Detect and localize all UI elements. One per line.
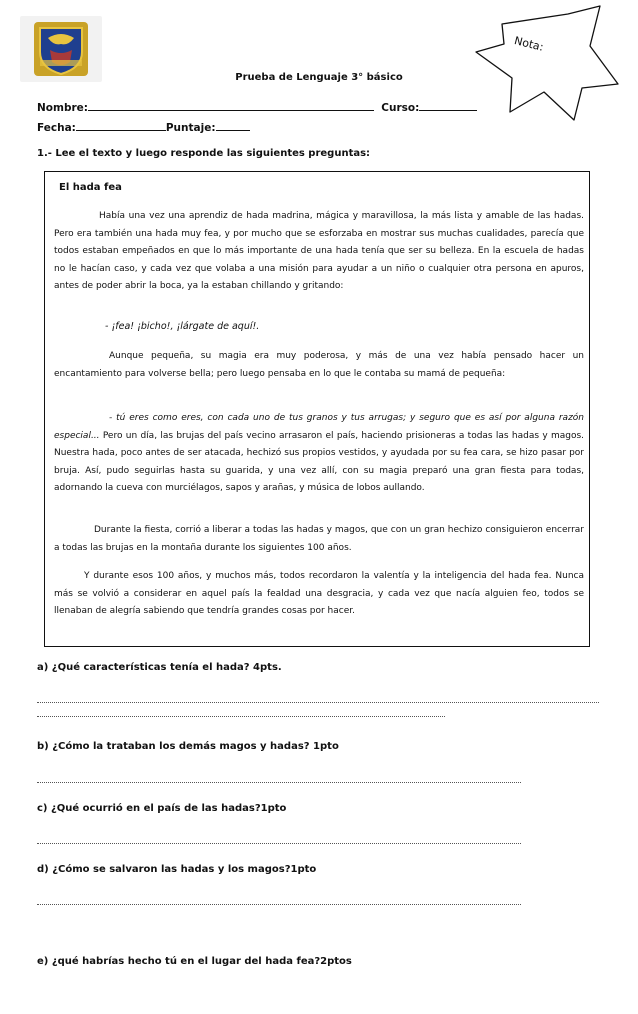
- story-paragraph-4: Durante la fiesta, corrió a liberar a todas las hadas y magos, que con un gran hechizo consiguieron encerrar a todas las brujas en la montaña durante los siguientes 100 años.: [54, 525, 584, 553]
- question-d: d) ¿Cómo se salvaron las hadas y los magos?1pto: [37, 864, 317, 875]
- question-e: e) ¿qué habrías hecho tú en el lugar del hada fea?2ptos: [37, 956, 352, 967]
- curso-blank[interactable]: [419, 100, 477, 111]
- story-dialogue-2: - tú eres como eres, con cada uno de tus granos y tus arrugas; y seguro que es así por alguna razón especial...: [54, 413, 584, 441]
- nombre-blank[interactable]: [88, 100, 374, 111]
- question-c: c) ¿Qué ocurrió en el país de las hadas?1pto: [37, 803, 287, 814]
- story-box: [44, 171, 590, 647]
- answer-line-d[interactable]: [37, 904, 521, 905]
- answer-line-c[interactable]: [37, 843, 521, 844]
- fecha-blank[interactable]: [76, 120, 166, 131]
- puntaje-blank[interactable]: [216, 120, 250, 131]
- answer-line-a-1[interactable]: [37, 702, 599, 703]
- date-score-row: [37, 120, 250, 134]
- question-b: b) ¿Cómo la trataban los demás magos y hadas? 1pto: [37, 741, 339, 752]
- story-paragraph-1: Había una vez una aprendiz de hada madrina, mágica y maravillosa, la más lista y amable de las hadas. Pero era también una hada muy fea, y por mucho que se esforzaba en mostrar sus muchas cualidades, parecía que todos estaban empeñados en que lo más importante de una hada tenía que ser su belleza. En la escuela de hadas no le hacían caso, y cada vez que volaba a una misión para ayudar a un niño o cualquier otra persona en apuros, antes de poder abrir la boca, ya la estaban chillando y gritando:: [54, 211, 584, 291]
- story-paragraph-2: Aunque pequeña, su magia era muy poderosa, y más de una vez había pensado hacer un encantamiento para volverse bella; pero luego pensaba en lo que le contaba su mamá de pequeña:: [54, 351, 584, 379]
- nota-label: Nota:: [512, 34, 545, 54]
- story-dialogue-1: - ¡fea! ¡bicho!, ¡lárgate de aquí!.: [105, 321, 260, 332]
- answer-line-b[interactable]: [37, 782, 521, 783]
- nombre-label: Nombre:: [37, 102, 88, 114]
- page-title: Prueba de Lenguaje 3° básico: [235, 72, 403, 83]
- story-title: El hada fea: [59, 182, 122, 193]
- story-paragraph-3: [54, 410, 584, 498]
- question-a: a) ¿Qué características tenía el hada? 4pts.: [37, 662, 282, 673]
- story-paragraph-3-rest: Pero un día, las brujas del país vecino arrasaron el país, haciendo prisioneras a todas las hadas y magos. Nuestra hada, poco antes de ser atacada, hechizó sus propios vestidos, y ayudada por su fea cara, se hizo pasar por bruja. Así, pudo seguirlas hasta su guarida, y una vez allí, con su magia preparó una gran fiesta para todas, adornando la cueva con murciélagos, sapos y arañas, y música de lobos aullando.: [54, 430, 584, 493]
- answer-line-a-2[interactable]: [37, 716, 445, 717]
- name-course-row: [37, 100, 477, 114]
- instruction: 1.- Lee el texto y luego responde las siguientes preguntas:: [37, 148, 371, 159]
- grade-star-box: [470, 4, 620, 122]
- story-paragraph-5: Y durante esos 100 años, y muchos más, todos recordaron la valentía y la inteligencia del hada fea. Nunca más se volvió a considerar en aquel país la fealdad una desgracia, y cada vez que nacía alguien feo, todos se llenaban de alegría sabiendo que tendría grandes cosas por hacer.: [54, 571, 584, 616]
- fecha-label: Fecha:: [37, 122, 76, 134]
- curso-label: Curso:: [381, 102, 420, 114]
- puntaje-label: Puntaje:: [165, 122, 216, 134]
